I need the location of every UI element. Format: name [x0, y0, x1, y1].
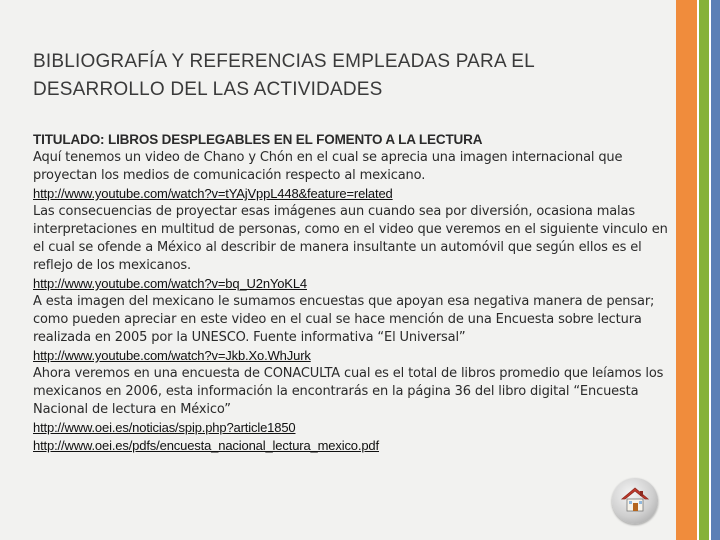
stripe-blue — [711, 0, 720, 540]
home-icon — [619, 484, 651, 516]
stripe-green — [699, 0, 709, 540]
section-subtitle: TITULADO: LIBROS DESPLEGABLES EN EL FOMENTO A LA LECTURA — [33, 132, 483, 147]
link-1[interactable]: http://www.youtube.com/watch?v=tYAjVppL448&feature=related — [33, 186, 393, 201]
link-2[interactable]: http://www.youtube.com/watch?v=bq_U2nYoKL4 — [33, 276, 307, 291]
slide-title — [33, 48, 633, 104]
paragraph-3: A esta imagen del mexicano le sumamos encuestas que apoyan esa negativa manera de pensar; como pueden apreciar en este video en el cual se hace mención de una Encuesta sobre lectura realizada en 2005 por la UNESCO. Fuente informativa “El Universal” — [33, 294, 655, 345]
slide-title-line-2: DESARROLLO DEL LAS ACTIVIDADES — [33, 79, 383, 100]
link-5[interactable]: http://www.oei.es/pdfs/encuesta_nacional_lectura_mexico.pdf — [33, 438, 379, 453]
paragraph-4: Ahora veremos en una encuesta de CONACULTA cual es el total de libros promedio que leíamos los mexicanos en 2006, esta información la encontrarás en la página 36 del libro digital “Encuesta Nacional de lectura en México” — [33, 366, 664, 417]
slide-body — [33, 131, 673, 455]
paragraph-1: Aquí tenemos un video de Chano y Chón en el cual se aprecia una imagen internacional que proyectan los medios de comunicación respecto al mexicano. — [33, 150, 623, 183]
link-3[interactable]: http://www.youtube.com/watch?v=Jkb.Xo.WhJurk — [33, 348, 311, 363]
decorative-side-stripes — [676, 0, 720, 540]
link-4[interactable]: http://www.oei.es/noticias/spip.php?article1850 — [33, 420, 296, 435]
paragraph-2: Las consecuencias de proyectar esas imágenes aun cuando sea por diversión, ocasiona malas interpretaciones en multitud de personas, como en el video que veremos en el siguiente vinculo en el cual se ofende a México al describir de manera insultante un automóvil que según ellos es el reflejo de los mexicanos. — [33, 204, 668, 273]
home-button[interactable] — [612, 478, 658, 524]
stripe-orange — [676, 0, 697, 540]
slide-title-line-1: BIBLIOGRAFÍA Y REFERENCIAS EMPLEADAS PARA EL — [33, 51, 535, 72]
